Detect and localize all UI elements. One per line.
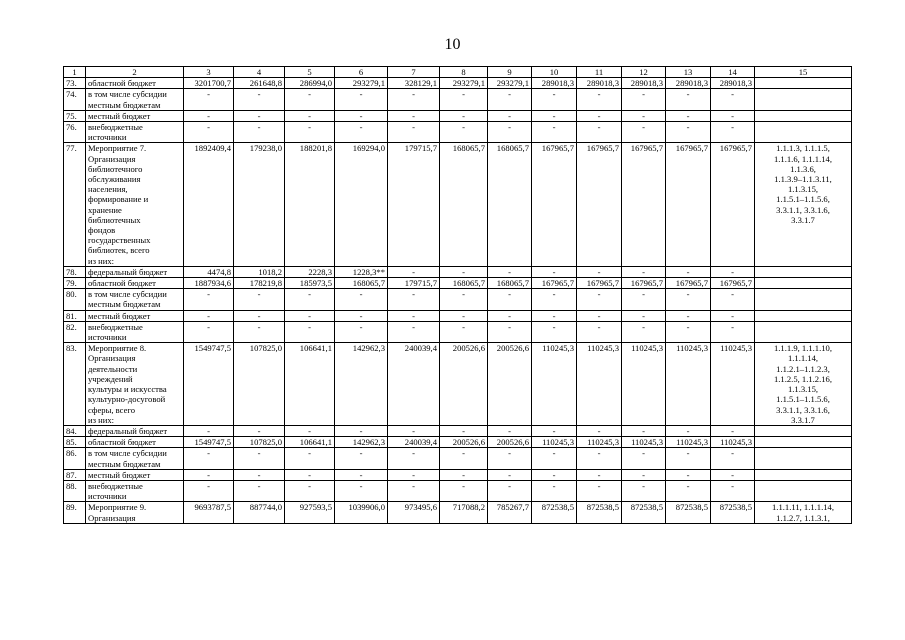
row-number: 84. (64, 425, 86, 436)
row-number: 76. (64, 122, 86, 143)
value-cell: - (440, 122, 488, 143)
value-cell: - (577, 321, 622, 342)
value-cell: - (184, 480, 234, 501)
row-label: Мероприятие 8. Организация деятельности учреждений культуры и искусства культурно-досуговой сферы, всего из них: (86, 343, 184, 426)
value-cell: 872538,5 (577, 502, 622, 523)
reference-cell: 1.1.1.3, 1.1.1.5, 1.1.1.6, 1.1.1.14, 1.1.3.6, 1.1.3.9–1.1.3.11, 1.1.3.15, 1.1.5.1–1.1.5.6, 3.3.1.1, 3.3.1.6, 3.3.1.7 (755, 143, 852, 266)
value-cell: - (532, 425, 577, 436)
value-cell: - (388, 266, 440, 277)
row-number: 73. (64, 78, 86, 89)
row-number: 78. (64, 266, 86, 277)
row-number: 75. (64, 110, 86, 121)
value-cell: - (234, 425, 285, 436)
value-cell: - (488, 480, 532, 501)
value-cell: - (666, 469, 711, 480)
value-cell: - (488, 266, 532, 277)
value-cell: - (234, 110, 285, 121)
value-cell: - (440, 480, 488, 501)
row-label: внебюджетные источники (86, 122, 184, 143)
value-cell: 185973,5 (285, 278, 335, 289)
value-cell: 973495,6 (388, 502, 440, 523)
value-cell: - (440, 469, 488, 480)
value-cell: - (622, 310, 666, 321)
value-cell: - (577, 480, 622, 501)
value-cell: - (285, 480, 335, 501)
value-cell: 169294,0 (335, 143, 388, 266)
value-cell: 110245,3 (577, 343, 622, 426)
value-cell: 106641,1 (285, 437, 335, 448)
value-cell: 289018,3 (622, 78, 666, 89)
value-cell: 107825,0 (234, 343, 285, 426)
table-row (64, 122, 852, 143)
page-number: 10 (444, 36, 461, 53)
row-number: 89. (64, 502, 86, 523)
value-cell: - (711, 425, 755, 436)
table-row (64, 310, 852, 321)
row-number: 85. (64, 437, 86, 448)
row-label: областной бюджет (86, 278, 184, 289)
value-cell: - (711, 89, 755, 110)
value-cell: - (184, 289, 234, 310)
table-row (64, 266, 852, 277)
value-cell: 110245,3 (711, 437, 755, 448)
value-cell: - (285, 469, 335, 480)
value-cell: 168065,7 (488, 143, 532, 266)
value-cell: 240039,4 (388, 343, 440, 426)
value-cell: - (577, 89, 622, 110)
table-row (64, 89, 852, 110)
reference-cell (755, 321, 852, 342)
value-cell: - (532, 448, 577, 469)
column-header: 9 (488, 67, 532, 78)
row-number: 88. (64, 480, 86, 501)
value-cell: 110245,3 (666, 437, 711, 448)
value-cell: - (234, 89, 285, 110)
value-cell: - (711, 266, 755, 277)
value-cell: 293279,1 (335, 78, 388, 89)
value-cell: - (388, 89, 440, 110)
value-cell: - (440, 321, 488, 342)
value-cell: - (532, 480, 577, 501)
column-header: 13 (666, 67, 711, 78)
value-cell: - (666, 266, 711, 277)
value-cell: - (488, 321, 532, 342)
row-number: 82. (64, 321, 86, 342)
value-cell: - (622, 122, 666, 143)
value-cell: - (666, 110, 711, 121)
value-cell: 927593,5 (285, 502, 335, 523)
value-cell: - (234, 310, 285, 321)
value-cell: - (711, 469, 755, 480)
value-cell: - (184, 89, 234, 110)
value-cell: 717088,2 (440, 502, 488, 523)
reference-cell: 1.1.1.11, 1.1.1.14, 1.1.2.7, 1.1.3.1, (755, 502, 852, 523)
column-header: 10 (532, 67, 577, 78)
value-cell: 110245,3 (622, 437, 666, 448)
table-row (64, 437, 852, 448)
row-label: областной бюджет (86, 78, 184, 89)
value-cell: - (440, 448, 488, 469)
value-cell: 1228,3** (335, 266, 388, 277)
value-cell: 1018,2 (234, 266, 285, 277)
value-cell: 168065,7 (488, 278, 532, 289)
value-cell: 293279,1 (488, 78, 532, 89)
row-label: Мероприятие 7. Организация библиотечного обслуживания населения, формирование и хранение библиотечных фондов государственных библиотек, всего из них: (86, 143, 184, 266)
value-cell: - (622, 448, 666, 469)
row-label: внебюджетные источники (86, 480, 184, 501)
value-cell: 328129,1 (388, 78, 440, 89)
value-cell: 200526,6 (488, 437, 532, 448)
value-cell: - (666, 448, 711, 469)
row-number: 83. (64, 343, 86, 426)
row-label: Мероприятие 9. Организация (86, 502, 184, 523)
value-cell: - (234, 448, 285, 469)
value-cell: - (440, 89, 488, 110)
value-cell: - (335, 289, 388, 310)
value-cell: 167965,7 (577, 278, 622, 289)
value-cell: 167965,7 (622, 278, 666, 289)
value-cell: - (666, 89, 711, 110)
value-cell: - (234, 122, 285, 143)
value-cell: - (184, 469, 234, 480)
value-cell: 785267,7 (488, 502, 532, 523)
row-label: областной бюджет (86, 437, 184, 448)
value-cell: 1887934,6 (184, 278, 234, 289)
value-cell: - (622, 425, 666, 436)
value-cell: 289018,3 (532, 78, 577, 89)
row-label: местный бюджет (86, 310, 184, 321)
value-cell: - (577, 266, 622, 277)
column-header: 14 (711, 67, 755, 78)
value-cell: - (388, 110, 440, 121)
row-label: местный бюджет (86, 469, 184, 480)
value-cell: - (184, 448, 234, 469)
value-cell: - (285, 448, 335, 469)
row-label: в том числе субсидии местным бюджетам (86, 448, 184, 469)
reference-cell (755, 89, 852, 110)
value-cell: - (488, 110, 532, 121)
value-cell: - (577, 425, 622, 436)
row-label: в том числе субсидии местным бюджетам (86, 89, 184, 110)
value-cell: - (335, 110, 388, 121)
value-cell: 200526,6 (440, 437, 488, 448)
table-row (64, 480, 852, 501)
value-cell: - (711, 122, 755, 143)
value-cell: - (622, 89, 666, 110)
value-cell: - (388, 310, 440, 321)
value-cell: - (440, 289, 488, 310)
value-cell: 168065,7 (440, 143, 488, 266)
value-cell: 110245,3 (666, 343, 711, 426)
table-row (64, 78, 852, 89)
reference-cell (755, 425, 852, 436)
value-cell: - (577, 448, 622, 469)
value-cell: - (335, 310, 388, 321)
row-number: 74. (64, 89, 86, 110)
value-cell: - (488, 425, 532, 436)
value-cell: 286994,0 (285, 78, 335, 89)
value-cell: 106641,1 (285, 343, 335, 426)
value-cell: - (488, 448, 532, 469)
column-header: 12 (622, 67, 666, 78)
value-cell: 3201700,7 (184, 78, 234, 89)
value-cell: - (488, 289, 532, 310)
reference-cell (755, 122, 852, 143)
value-cell: 110245,3 (532, 437, 577, 448)
value-cell: 887744,0 (234, 502, 285, 523)
value-cell: 872538,5 (622, 502, 666, 523)
value-cell: - (285, 310, 335, 321)
value-cell: - (285, 425, 335, 436)
row-number: 77. (64, 143, 86, 266)
value-cell: - (184, 122, 234, 143)
value-cell: 289018,3 (577, 78, 622, 89)
reference-cell (755, 266, 852, 277)
value-cell: - (335, 480, 388, 501)
value-cell: 110245,3 (711, 343, 755, 426)
value-cell: - (388, 289, 440, 310)
value-cell: - (184, 310, 234, 321)
value-cell: - (532, 310, 577, 321)
row-number: 87. (64, 469, 86, 480)
row-number: 79. (64, 278, 86, 289)
table-row (64, 278, 852, 289)
column-header: 2 (86, 67, 184, 78)
value-cell: 107825,0 (234, 437, 285, 448)
column-header: 6 (335, 67, 388, 78)
table-row (64, 289, 852, 310)
value-cell: - (388, 321, 440, 342)
value-cell: - (622, 469, 666, 480)
value-cell: 110245,3 (577, 437, 622, 448)
value-cell: - (532, 110, 577, 121)
table-row (64, 502, 852, 523)
value-cell: - (711, 110, 755, 121)
value-cell: - (440, 266, 488, 277)
value-cell: - (622, 480, 666, 501)
value-cell: - (488, 469, 532, 480)
value-cell: - (532, 321, 577, 342)
budget-table (63, 66, 852, 524)
value-cell: - (711, 310, 755, 321)
value-cell: - (666, 321, 711, 342)
row-label: федеральный бюджет (86, 425, 184, 436)
value-cell: - (488, 310, 532, 321)
value-cell: 289018,3 (711, 78, 755, 89)
value-cell: 168065,7 (335, 278, 388, 289)
value-cell: 872538,5 (532, 502, 577, 523)
reference-cell (755, 448, 852, 469)
value-cell: 142962,3 (335, 343, 388, 426)
column-header: 1 (64, 67, 86, 78)
value-cell: - (285, 289, 335, 310)
reference-cell (755, 480, 852, 501)
value-cell: 200526,6 (488, 343, 532, 426)
value-cell: - (711, 321, 755, 342)
value-cell: - (388, 480, 440, 501)
value-cell: - (577, 469, 622, 480)
value-cell: - (234, 469, 285, 480)
reference-cell (755, 437, 852, 448)
value-cell: 289018,3 (666, 78, 711, 89)
column-header: 4 (234, 67, 285, 78)
value-cell: 167965,7 (622, 143, 666, 266)
value-cell: 240039,4 (388, 437, 440, 448)
value-cell: - (184, 425, 234, 436)
value-cell: - (622, 289, 666, 310)
value-cell: - (335, 321, 388, 342)
value-cell: - (577, 110, 622, 121)
value-cell: - (577, 310, 622, 321)
column-header: 7 (388, 67, 440, 78)
value-cell: - (234, 321, 285, 342)
column-header: 8 (440, 67, 488, 78)
value-cell: - (666, 480, 711, 501)
reference-cell (755, 110, 852, 121)
value-cell: 179715,7 (388, 278, 440, 289)
value-cell: - (285, 89, 335, 110)
value-cell: - (622, 321, 666, 342)
value-cell: - (488, 122, 532, 143)
value-cell: - (285, 321, 335, 342)
table-row (64, 425, 852, 436)
table-row (64, 110, 852, 121)
value-cell: 179715,7 (388, 143, 440, 266)
value-cell: - (666, 122, 711, 143)
value-cell: - (388, 425, 440, 436)
value-cell: 110245,3 (622, 343, 666, 426)
value-cell: 200526,6 (440, 343, 488, 426)
value-cell: 167965,7 (711, 278, 755, 289)
value-cell: - (711, 448, 755, 469)
value-cell: 9693787,5 (184, 502, 234, 523)
value-cell: 261648,8 (234, 78, 285, 89)
table-row (64, 469, 852, 480)
value-cell: - (488, 89, 532, 110)
value-cell: 179238,0 (234, 143, 285, 266)
value-cell: - (335, 448, 388, 469)
reference-cell (755, 469, 852, 480)
value-cell: - (577, 289, 622, 310)
row-number: 80. (64, 289, 86, 310)
reference-cell (755, 289, 852, 310)
value-cell: - (234, 480, 285, 501)
value-cell: 1549747,5 (184, 437, 234, 448)
value-cell: - (184, 110, 234, 121)
value-cell: - (666, 425, 711, 436)
value-cell: - (388, 469, 440, 480)
table-row (64, 448, 852, 469)
value-cell: - (532, 89, 577, 110)
column-header: 15 (755, 67, 852, 78)
value-cell: - (622, 266, 666, 277)
row-number: 81. (64, 310, 86, 321)
value-cell: 167965,7 (532, 278, 577, 289)
value-cell: - (285, 122, 335, 143)
reference-cell (755, 310, 852, 321)
value-cell: - (184, 321, 234, 342)
value-cell: 293279,1 (440, 78, 488, 89)
value-cell: - (532, 266, 577, 277)
value-cell: - (335, 469, 388, 480)
value-cell: - (666, 289, 711, 310)
value-cell: 872538,5 (711, 502, 755, 523)
value-cell: 188201,8 (285, 143, 335, 266)
value-cell: - (335, 89, 388, 110)
value-cell: 178219,8 (234, 278, 285, 289)
value-cell: - (532, 469, 577, 480)
value-cell: 110245,3 (532, 343, 577, 426)
table-row (64, 343, 852, 426)
column-header: 5 (285, 67, 335, 78)
value-cell: 167965,7 (666, 278, 711, 289)
reference-cell (755, 278, 852, 289)
value-cell: - (388, 448, 440, 469)
value-cell: - (711, 289, 755, 310)
value-cell: - (388, 122, 440, 143)
value-cell: 2228,3 (285, 266, 335, 277)
value-cell: - (532, 122, 577, 143)
value-cell: 167965,7 (532, 143, 577, 266)
value-cell: 167965,7 (666, 143, 711, 266)
value-cell: - (440, 310, 488, 321)
column-header: 11 (577, 67, 622, 78)
value-cell: - (285, 110, 335, 121)
value-cell: - (711, 480, 755, 501)
value-cell: 167965,7 (577, 143, 622, 266)
value-cell: - (234, 289, 285, 310)
value-cell: - (440, 110, 488, 121)
value-cell: - (335, 122, 388, 143)
row-number: 86. (64, 448, 86, 469)
value-cell: 872538,5 (666, 502, 711, 523)
value-cell: 4474,8 (184, 266, 234, 277)
value-cell: - (532, 289, 577, 310)
value-cell: - (622, 110, 666, 121)
table-row (64, 143, 852, 266)
value-cell: 1892409,4 (184, 143, 234, 266)
reference-cell (755, 78, 852, 89)
row-label: внебюджетные источники (86, 321, 184, 342)
row-label: местный бюджет (86, 110, 184, 121)
header-row (64, 67, 852, 78)
value-cell: - (577, 122, 622, 143)
column-header: 3 (184, 67, 234, 78)
value-cell: 168065,7 (440, 278, 488, 289)
row-label: в том числе субсидии местным бюджетам (86, 289, 184, 310)
value-cell: 1549747,5 (184, 343, 234, 426)
value-cell: 142962,3 (335, 437, 388, 448)
table-row (64, 321, 852, 342)
value-cell: 1039906,0 (335, 502, 388, 523)
row-label: федеральный бюджет (86, 266, 184, 277)
value-cell: - (666, 310, 711, 321)
value-cell: - (440, 425, 488, 436)
value-cell: 167965,7 (711, 143, 755, 266)
value-cell: - (335, 425, 388, 436)
reference-cell: 1.1.1.9, 1.1.1.10, 1.1.1.14, 1.1.2.1–1.1.2.3, 1.1.2.5, 1.1.2.16, 1.1.3.15, 1.1.5.1–1.1.5.6, 3.3.1.1, 3.3.1.6, 3.3.1.7 (755, 343, 852, 426)
